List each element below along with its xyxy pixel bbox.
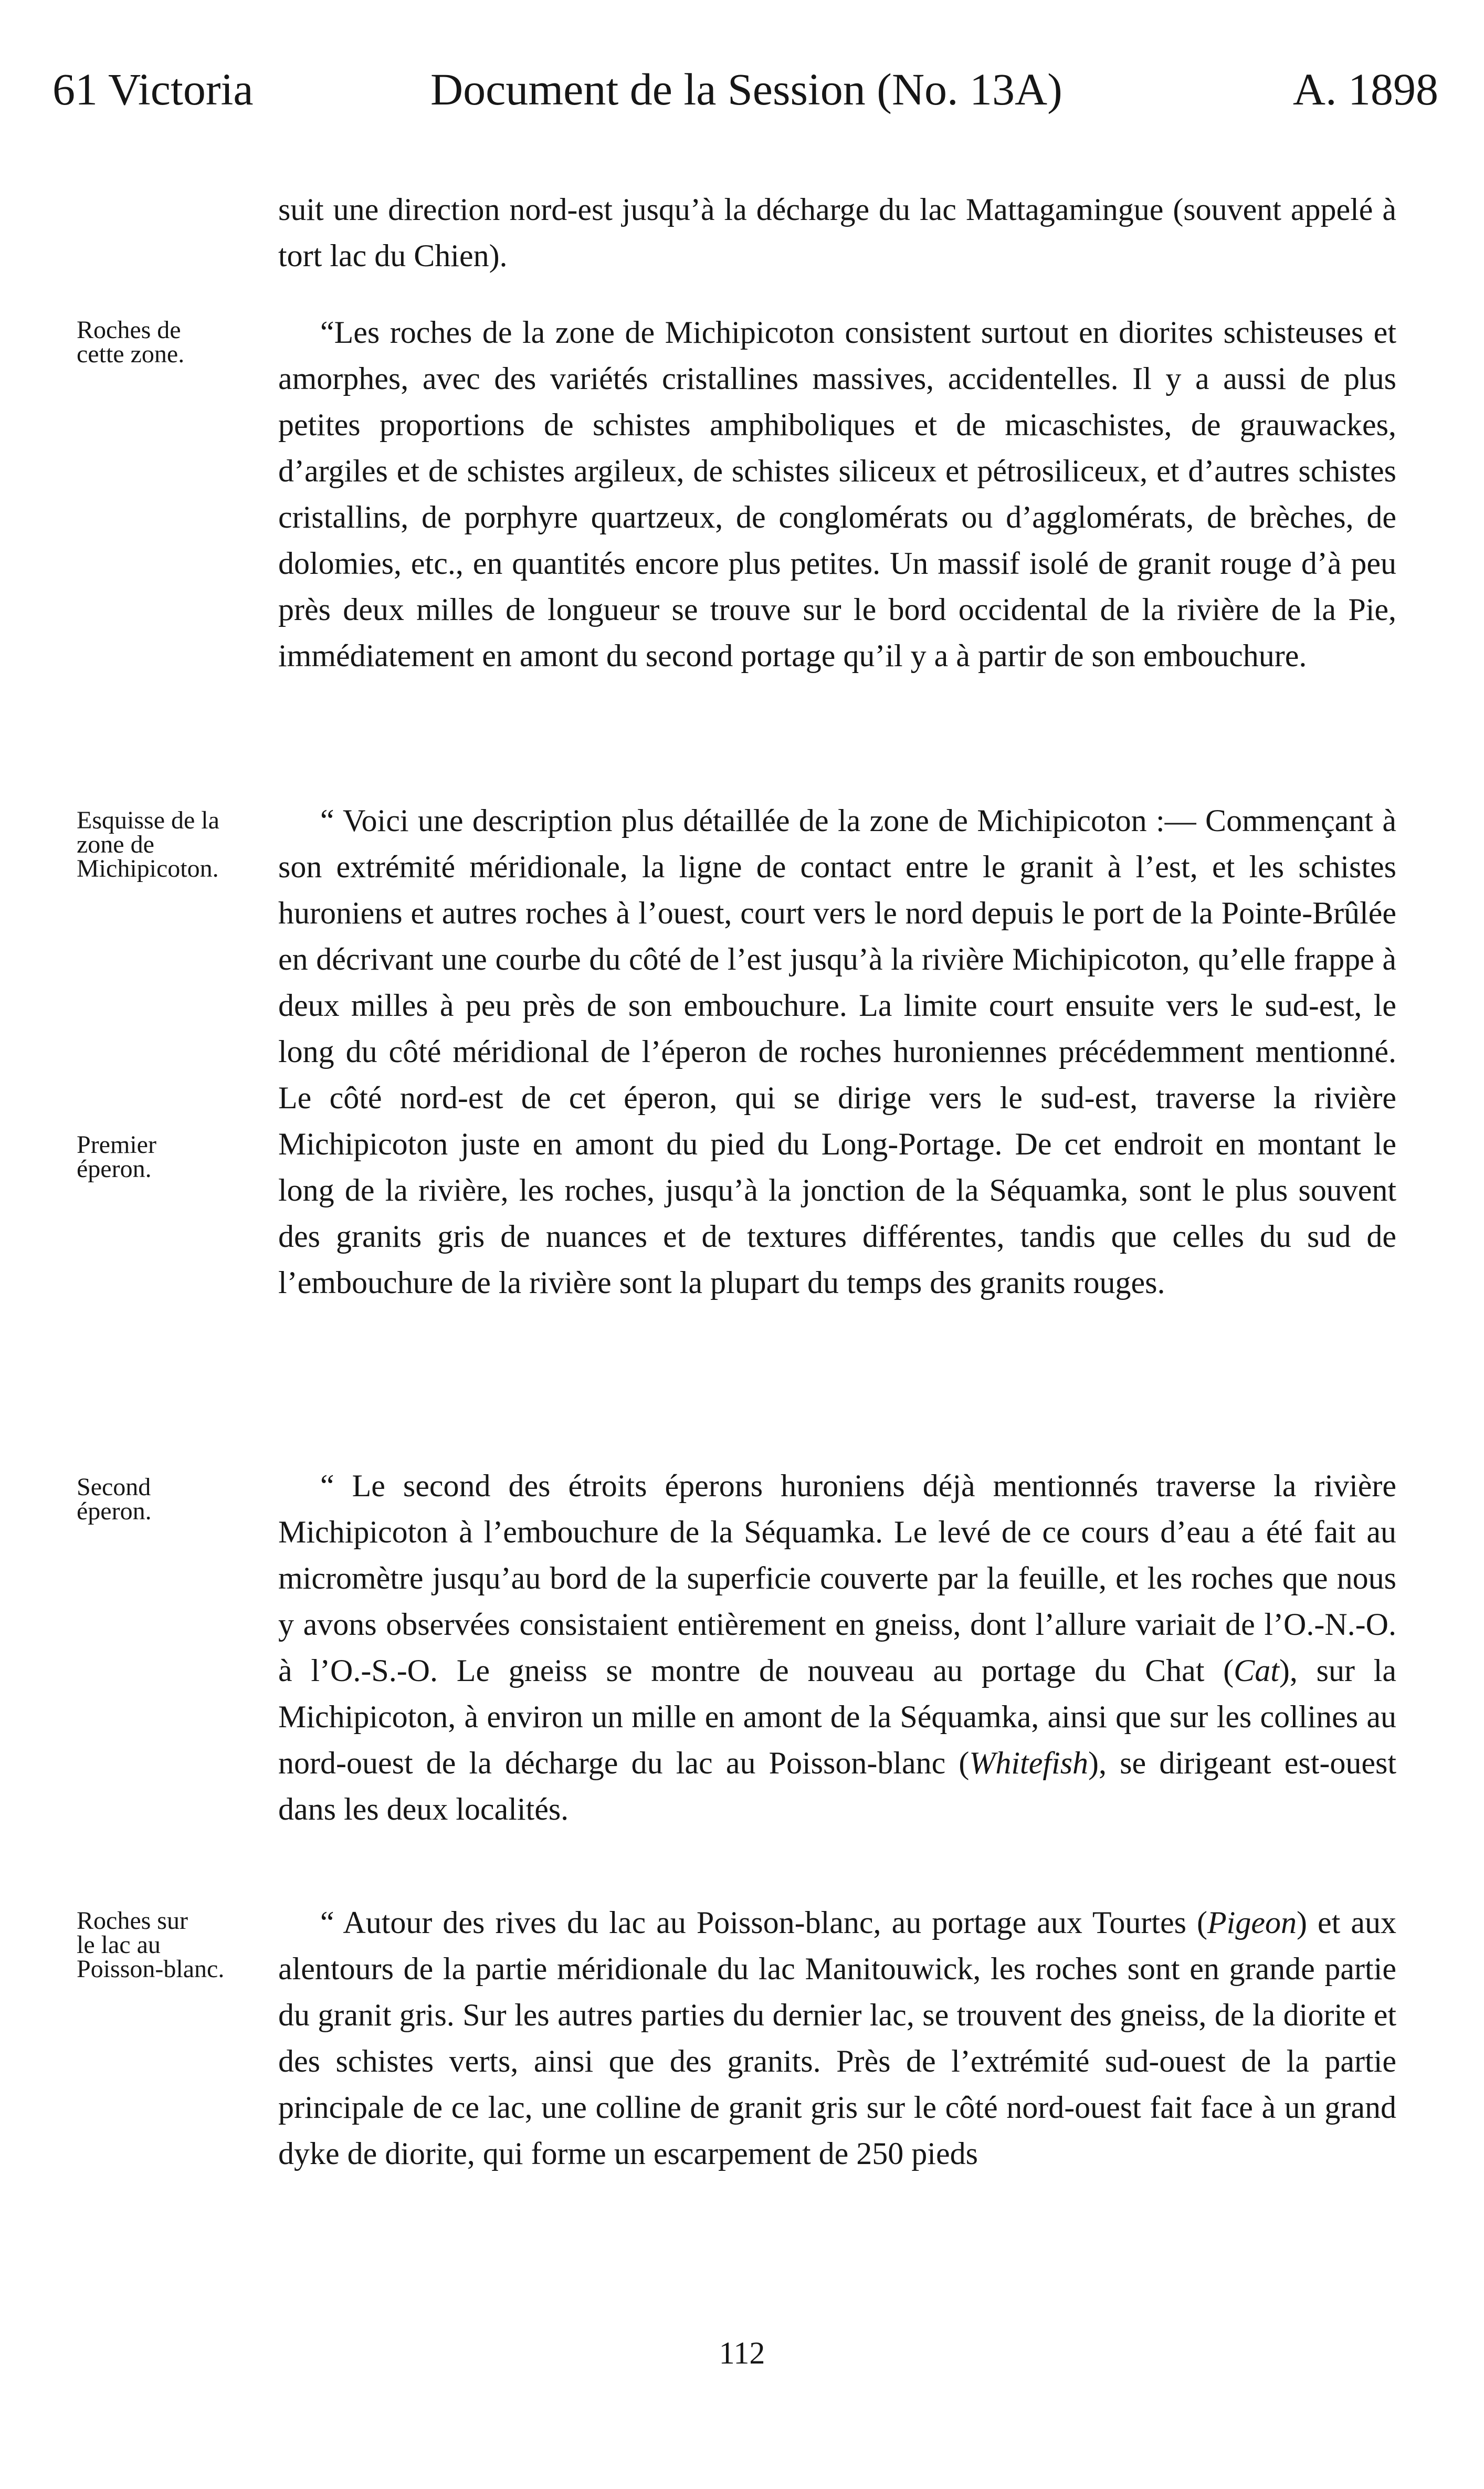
paragraph-text [278,1463,1396,1832]
sidenote-line: éperon. [77,1497,152,1525]
italic-term: Cat [1234,1653,1279,1688]
paragraph-esquisse [278,797,1396,1306]
paragraph-text [278,1899,1396,2177]
sidenote-line: le lac au [77,1931,161,1959]
sidenote-line: éperon. [77,1155,152,1183]
header-title: Document de la Session (No. 13A) [430,64,1062,114]
paragraph-continuation [278,186,1396,279]
running-header [52,58,1438,121]
sidenote-line: Roches de [77,316,181,344]
text-run: “ Autour des rives du lac au Poisson-blanc, au portage aux Tourtes ( [320,1905,1207,1940]
header-volume: 61 Victoria [52,64,254,114]
paragraph-text: “Les roches de la zone de Michipicoton consistent surtout en diorites schisteuses et amorphes, avec des variétés cristallines massives, accidentelles. Il y a aussi de plus petites proportions de schistes amphiboliques et de micaschistes, de grauwackes, d’argiles et de schistes argileux, de schistes siliceux et pétrosiliceux, et d’autres schistes cristallins, de porphyre quartzeux, de conglomérats ou d’agglomérats, de brèches, de dolomies, etc., en quantités encore plus petites. Un massif isolé de granit rouge d’à peu près deux milles de longueur se trouve sur le bord occidental de la rivière de la Pie, immédiatement en amont du second portage qu’il y a à partir de son embouchure. [278,315,1396,673]
sidenote-line: Poisson-blanc. [77,1955,225,1983]
paragraph-text: suit une direction nord-est jusqu’à la décharge du lac Mattagamingue (souvent appelé à tort lac du Chien). [278,192,1396,273]
paragraph-roches-zone [278,309,1396,679]
sidenote-esquisse [77,808,281,881]
sidenote-line: Roches sur [77,1907,188,1935]
text-run: ), sur la Michipicoton, à environ un mille en amont de la Séquamka, ainsi que sur les collines au nord-ouest de la décharge du lac au Poisson-blanc ( [278,1653,1396,1780]
text-run: ), se dirigeant est-ouest dans les deux localités. [278,1746,1397,1826]
sidenote-line: cette zone. [77,340,185,368]
italic-term: Pigeon [1207,1905,1297,1940]
sidenote-line: Second [77,1473,151,1501]
sidenote-line: zone de [77,831,154,858]
page-number: 112 [719,2336,765,2370]
paragraph-poisson-blanc [278,1899,1396,2177]
sidenote-second-eperon [77,1475,281,1524]
sidenote-poisson-blanc [77,1909,281,1981]
header-year: A. 1898 [1292,64,1438,114]
text-run: “ Le second des étroits éperons huroniens déjà mentionnés traverse la rivière Michipicoton à l’embouchure de la Séquamka. Le levé de ce cours d’eau a été fait au micromètre jusqu’au bord de la superficie couverte par la feuille, et les roches que nous y avons observées consistaient entièrement en gneiss, dont l’allure variait de l’O.-N.-O. à l’O.-S.-O. Le gneiss se montre de nouveau au portage du Chat ( [278,1468,1396,1688]
sidenote-premier-eperon [77,1133,281,1181]
sidenote-line: Michipicoton. [77,855,219,883]
paragraph-text: “ Voici une description plus détaillée de la zone de Michipicoton :— Commençant à son extrémité méridionale, la ligne de contact entre le granit à l’est, et les schistes huroniens et autres roches à l’ouest, court vers le nord depuis le port de la Pointe-Brûlée en décrivant une courbe du côté de l’est jusqu’à la rivière Michipicoton, qu’elle frappe à deux milles à peu près de son embouchure. La limite court ensuite vers le sud-est, le long du côté méridional de l’éperon de roches huroniennes précédemment mentionné. Le côté nord-est de cet éperon, qui se dirige vers le sud-est, traverse la rivière Michipicoton juste en amont du pied du Long-Portage. De cet endroit en montant le long de la rivière, les roches, jusqu’à la jonction de la Séquamka, sont le plus souvent des granits gris de nuances et de textures différentes, tandis que celles du sud de l’embouchure de la rivière sont la plupart du temps des granits rouges. [278,803,1396,1300]
sidenote-line: Esquisse de la [77,806,219,834]
text-run: ) et aux alentours de la partie méridionale du lac Manitouwick, les roches sont en grande partie du granit gris. Sur les autres parties du dernier lac, se trouvent des gneiss, de la diorite et des schistes verts, ainsi que des granits. Près de l’extrémité sud-ouest de la partie principale de ce lac, une colline de granit gris sur le côté nord-ouest fait face à un grand dyke de diorite, qui forme un escarpement de 250 pieds [278,1905,1396,2171]
sidenote-roches-zone [77,318,281,366]
italic-term: Whitefish [969,1746,1089,1780]
paragraph-second-eperon [278,1463,1396,1832]
sidenote-line: Premier [77,1131,156,1159]
